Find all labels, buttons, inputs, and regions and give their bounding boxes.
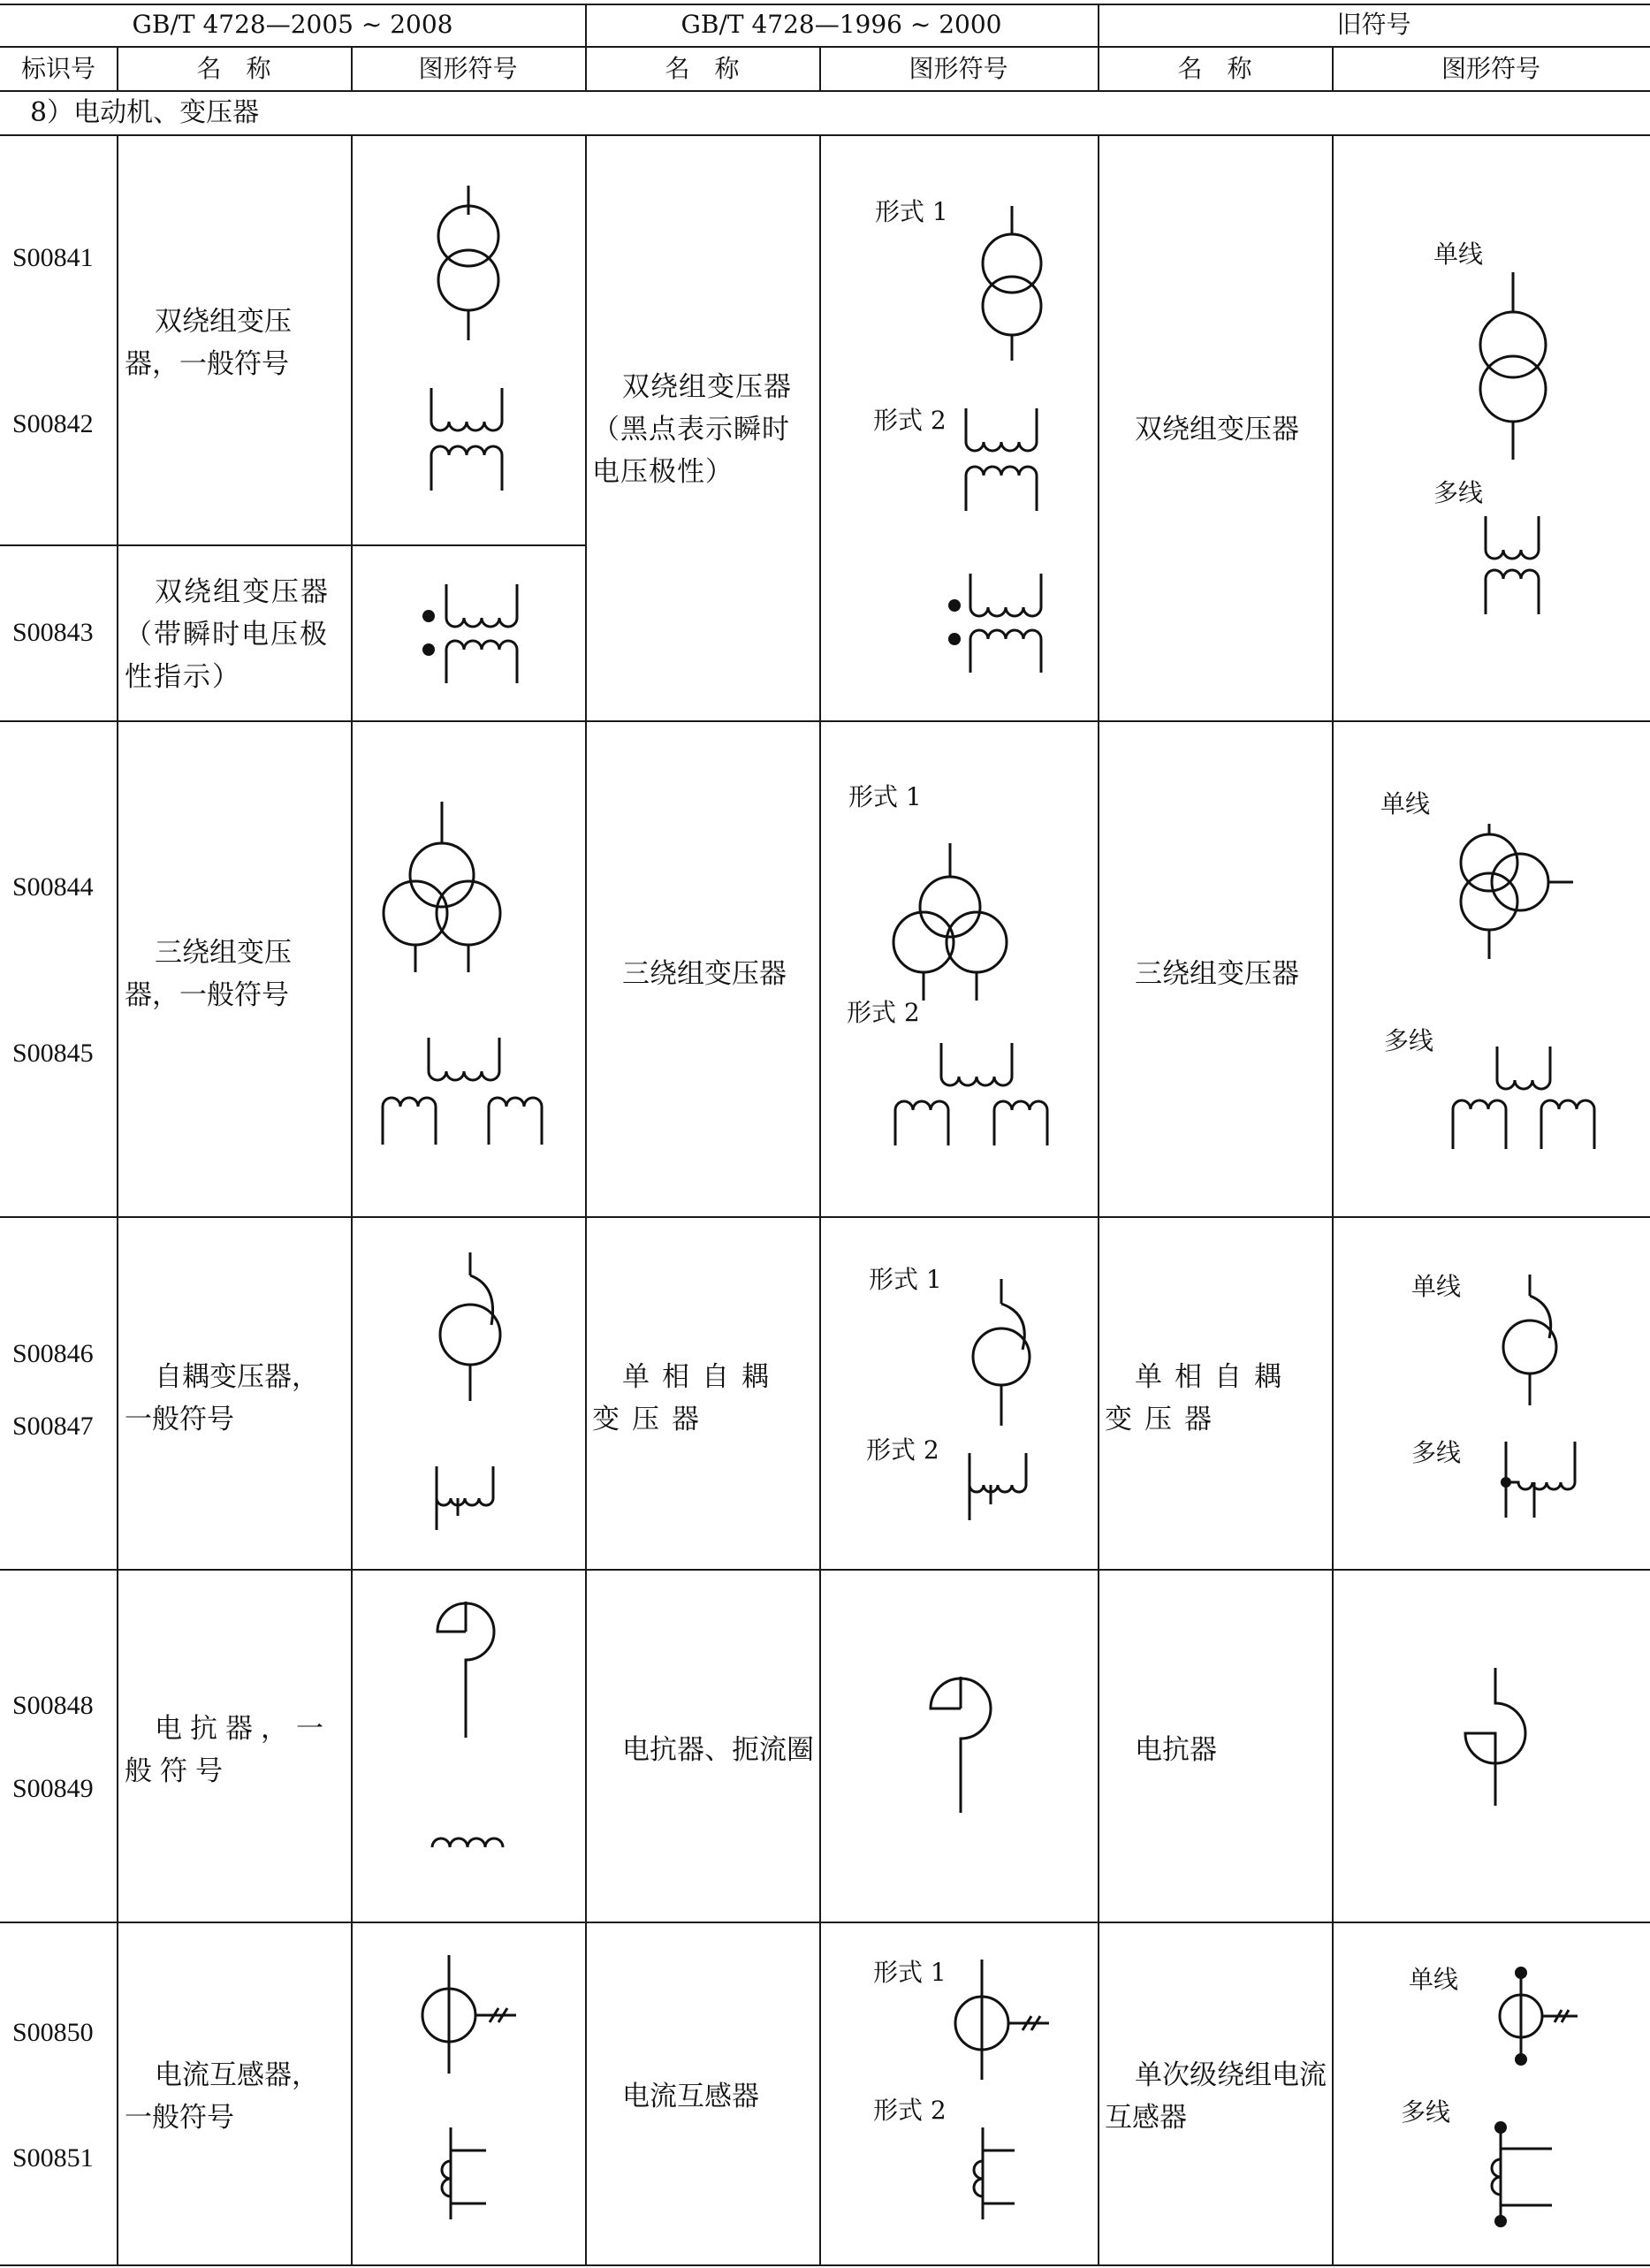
name-1996: 三绕组变压器 [622,958,787,990]
name-old: 单相自耦变压器 [1105,1361,1294,1435]
name-new: 自耦变压器，一般符号 [125,1361,319,1435]
id-label: S00848 [12,1691,94,1720]
multi-line-label: 多线 [1411,1438,1462,1467]
autotransformer-coil-symbol [1494,1436,1591,1520]
table-rule [117,134,118,2266]
transformer-coil-symbol [959,405,1047,515]
three-winding-transformer-symbol [1449,822,1591,963]
id-label: S00841 [12,243,94,272]
three-winding-transformer-symbol [884,841,1034,1009]
name-1996: 电流互感器 [622,2081,759,2112]
reactor-symbol [924,1675,1003,1816]
form-label: 形式 1 [875,197,948,226]
transformer-polarity-coil-symbol [937,570,1052,676]
id-label: S00845 [12,1039,94,1068]
current-transformer-coil-symbol [424,2126,504,2223]
current-transformer-symbol [1489,1962,1586,2068]
header-symbol: 图形符号 [909,54,1008,83]
transformer-circles-symbol [1478,270,1548,468]
reactor-coil-symbol [429,1830,508,1853]
autotransformer-coil-symbol [424,1463,513,1534]
name-new: 三绕组变压器，一般符号 [125,937,292,1011]
id-label: S00847 [12,1412,94,1441]
single-line-label: 单线 [1433,240,1484,269]
header-group-1996: GB/T 4728—1996 ~ 2000 [681,10,1002,39]
transformer-coil-symbol [1480,513,1551,619]
current-transformer-symbol [415,1953,530,2077]
form-label: 形式 2 [847,998,920,1027]
single-line-label: 单线 [1411,1272,1462,1301]
section-title: 8）电动机、变压器 [30,97,260,128]
transformer-polarity-coil-symbol [411,579,526,685]
name-new: 双绕组变压器（带瞬时电压极性指示） [125,576,330,693]
table-rule [0,1216,1650,1218]
multi-line-label: 多线 [1384,1026,1434,1055]
table-rule [351,134,353,2266]
table-rule [0,134,1650,136]
form-label: 形式 2 [873,406,947,435]
header-symbol: 图形符号 [418,54,518,83]
id-label: S00842 [12,409,94,438]
single-line-label: 单线 [1409,1965,1459,1994]
id-label: S00851 [12,2143,94,2173]
current-transformer-coil-symbol [1474,2117,1563,2232]
table-rule [819,134,821,2266]
autotransformer-symbol [1489,1273,1569,1410]
header-group-2005: GB/T 4728—2005 ~ 2008 [132,10,453,39]
three-winding-coil-symbol [376,1034,561,1149]
form-label: 形式 1 [848,782,922,811]
form-label: 形式 1 [873,1958,947,1987]
reactor-symbol [429,1600,508,1741]
transformer-circles-symbol [977,203,1047,362]
table-rule [1098,134,1099,2266]
name-old: 单次级绕组电流互感器 [1105,2059,1327,2134]
table-rule [0,1569,1650,1571]
table-rule [0,1922,1650,1923]
name-new: 电抗器，一般符号 [125,1713,331,1787]
header-name: 名 称 [1177,54,1252,83]
header-name: 名 称 [665,54,740,83]
single-line-label: 单线 [1380,789,1431,818]
name-1996: 电抗器、扼流圈 [622,1734,814,1766]
table-rule [1332,134,1334,2266]
id-label: S00850 [12,2018,94,2047]
transformer-coil-symbol [424,384,513,499]
form-label: 形式 2 [873,2096,947,2125]
header-id: 标识号 [20,54,95,83]
header-symbol: 图形符号 [1441,54,1540,83]
name-new: 双绕组变压器，一般符号 [125,306,292,380]
multi-line-label: 多线 [1433,478,1484,507]
autotransformer-symbol [959,1277,1047,1432]
current-transformer-coil-symbol [956,2126,1036,2223]
id-label: S00849 [12,1774,94,1803]
table-rule [0,544,585,546]
table-rule [585,134,587,2266]
name-1996: 双绕组变压器（黑点表示瞬时电压极性） [592,371,792,488]
reactor-symbol [1458,1666,1538,1808]
id-label: S00846 [12,1339,94,1368]
three-winding-transformer-symbol [376,800,526,977]
name-old: 电抗器 [1135,1734,1217,1766]
current-transformer-symbol [950,1958,1065,2082]
table-rule [0,2264,1650,2266]
header-group-old: 旧符号 [1336,10,1411,39]
name-1996: 单相自耦变压器 [592,1361,781,1435]
name-old: 双绕组变压器 [1135,414,1299,445]
transformer-circles-symbol [433,181,504,349]
id-label: S00843 [12,618,94,647]
name-old: 三绕组变压器 [1135,958,1299,990]
header-name: 名 称 [196,54,271,83]
id-label: S00844 [12,872,94,902]
three-winding-coil-symbol [888,1039,1074,1154]
multi-line-label: 多线 [1401,2097,1451,2127]
autotransformer-coil-symbol [959,1450,1047,1525]
name-new: 电流互感器，一般符号 [125,2059,319,2134]
table-rule [0,720,1650,722]
autotransformer-symbol [424,1251,513,1405]
form-label: 形式 2 [866,1435,939,1465]
three-winding-coil-symbol [1442,1043,1610,1153]
form-label: 形式 1 [869,1265,942,1294]
